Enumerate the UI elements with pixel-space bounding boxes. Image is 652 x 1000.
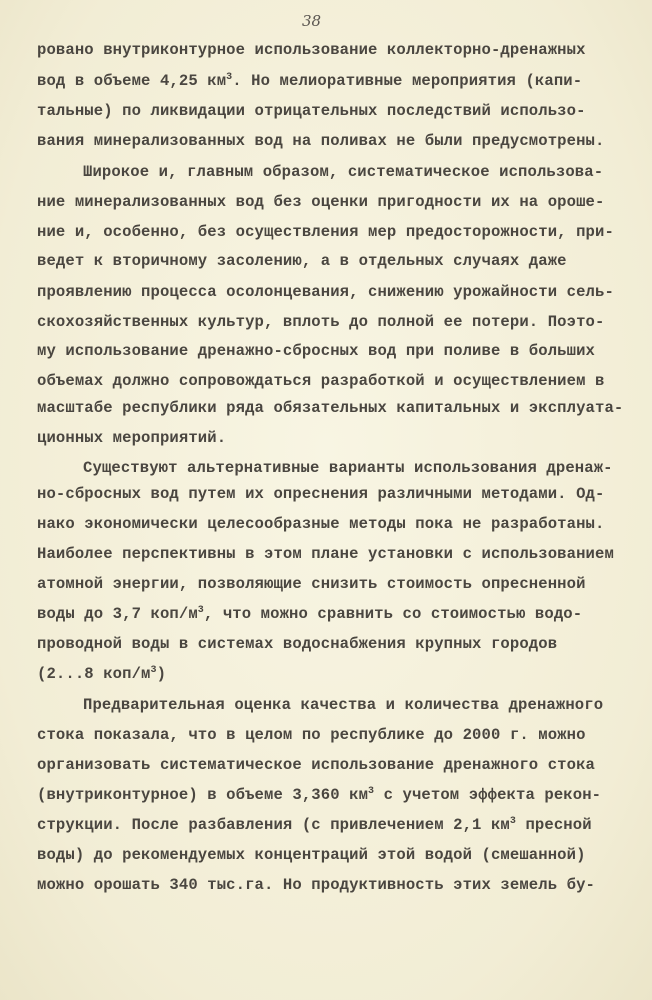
- text-segment: струкции. После разбавления (с привлечением 2,1 км: [37, 816, 510, 834]
- text-line: объемах должно сопровождаться разработкой и осуществлением в: [37, 372, 605, 390]
- superscript: 3: [226, 72, 233, 83]
- text-line: ведет к вторичному засолению, а в отдельных случаях даже: [37, 252, 567, 270]
- paragraph-start-line: Существуют альтернативные варианты использования дренаж-: [83, 459, 613, 477]
- text-segment: . Но мелиоративные мероприятия (капи-: [232, 72, 583, 90]
- text-segment: (2...8 коп/м: [37, 665, 151, 683]
- text-segment: вод в объеме 4,25 км: [37, 72, 227, 90]
- text-line: воды) до рекомендуемых концентраций этой водой (смешанной): [37, 846, 586, 864]
- text-line: [37, 71, 582, 91]
- paragraph-start-line: Предварительная оценка качества и количества дренажного: [83, 696, 604, 714]
- text-line: проводной воды в системах водоснабжения крупных городов: [37, 635, 558, 653]
- text-line: но-сбросных вод путем их опреснения различными методами. Од-: [37, 485, 605, 503]
- text-line: скохозяйственных культур, вплоть до полной ее потери. Поэто-: [37, 313, 605, 331]
- superscript: 3: [368, 786, 375, 797]
- text-line: стока показала, что в целом по республике до 2000 г. можно: [37, 726, 586, 744]
- text-segment: воды до 3,7 коп/м: [37, 605, 198, 623]
- text-line: организовать систематическое использование дренажного стока: [37, 756, 596, 774]
- text-line: тальные) по ликвидации отрицательных последствий использо-: [37, 102, 586, 120]
- text-segment: , что можно сравнить со стоимостью водо-: [203, 605, 583, 623]
- text-line: нако экономически целесообразные методы пока не разработаны.: [37, 515, 605, 533]
- text-line: вания минерализованных вод на поливах не были предусмотрены.: [37, 132, 605, 150]
- text-line: атомной энергии, позволяющие снизить стоимость опресненной: [37, 575, 586, 593]
- text-line: [37, 785, 601, 805]
- text-line: [37, 604, 582, 624]
- text-line: ровано внутриконтурное использование коллекторно-дренажных: [37, 41, 586, 59]
- text-segment: (внутриконтурное) в объеме 3,360 км: [37, 786, 369, 804]
- text-segment: с учетом эффекта рекон-: [374, 786, 602, 804]
- paragraph-start-line: Широкое и, главным образом, систематическое использова-: [83, 163, 604, 181]
- text-line: ционных мероприятий.: [37, 429, 227, 447]
- superscript: 3: [197, 605, 204, 616]
- text-line: ние и, особенно, без осуществления мер предосторожности, при-: [37, 223, 614, 241]
- superscript: 3: [509, 816, 516, 827]
- text-segment: ): [156, 665, 167, 683]
- text-line: ние минерализованных вод без оценки пригодности их на ороше-: [37, 193, 605, 211]
- text-line: [37, 815, 592, 835]
- text-line: Наиболее перспективны в этом плане установки с использованием: [37, 545, 614, 563]
- text-segment: пресной: [516, 816, 592, 834]
- text-line: проявлению процесса осолонцевания, снижению урожайности сель-: [37, 283, 614, 301]
- text-line: му использование дренажно-сбросных вод при поливе в больших: [37, 342, 596, 360]
- superscript: 3: [150, 665, 157, 676]
- text-line: [37, 664, 166, 684]
- page-number: 38: [302, 12, 322, 30]
- text-line: можно орошать 340 тыс.га. Но продуктивность этих земель бу-: [37, 876, 596, 894]
- text-line: масштабе республики ряда обязательных капитальных и эксплуата-: [37, 399, 624, 417]
